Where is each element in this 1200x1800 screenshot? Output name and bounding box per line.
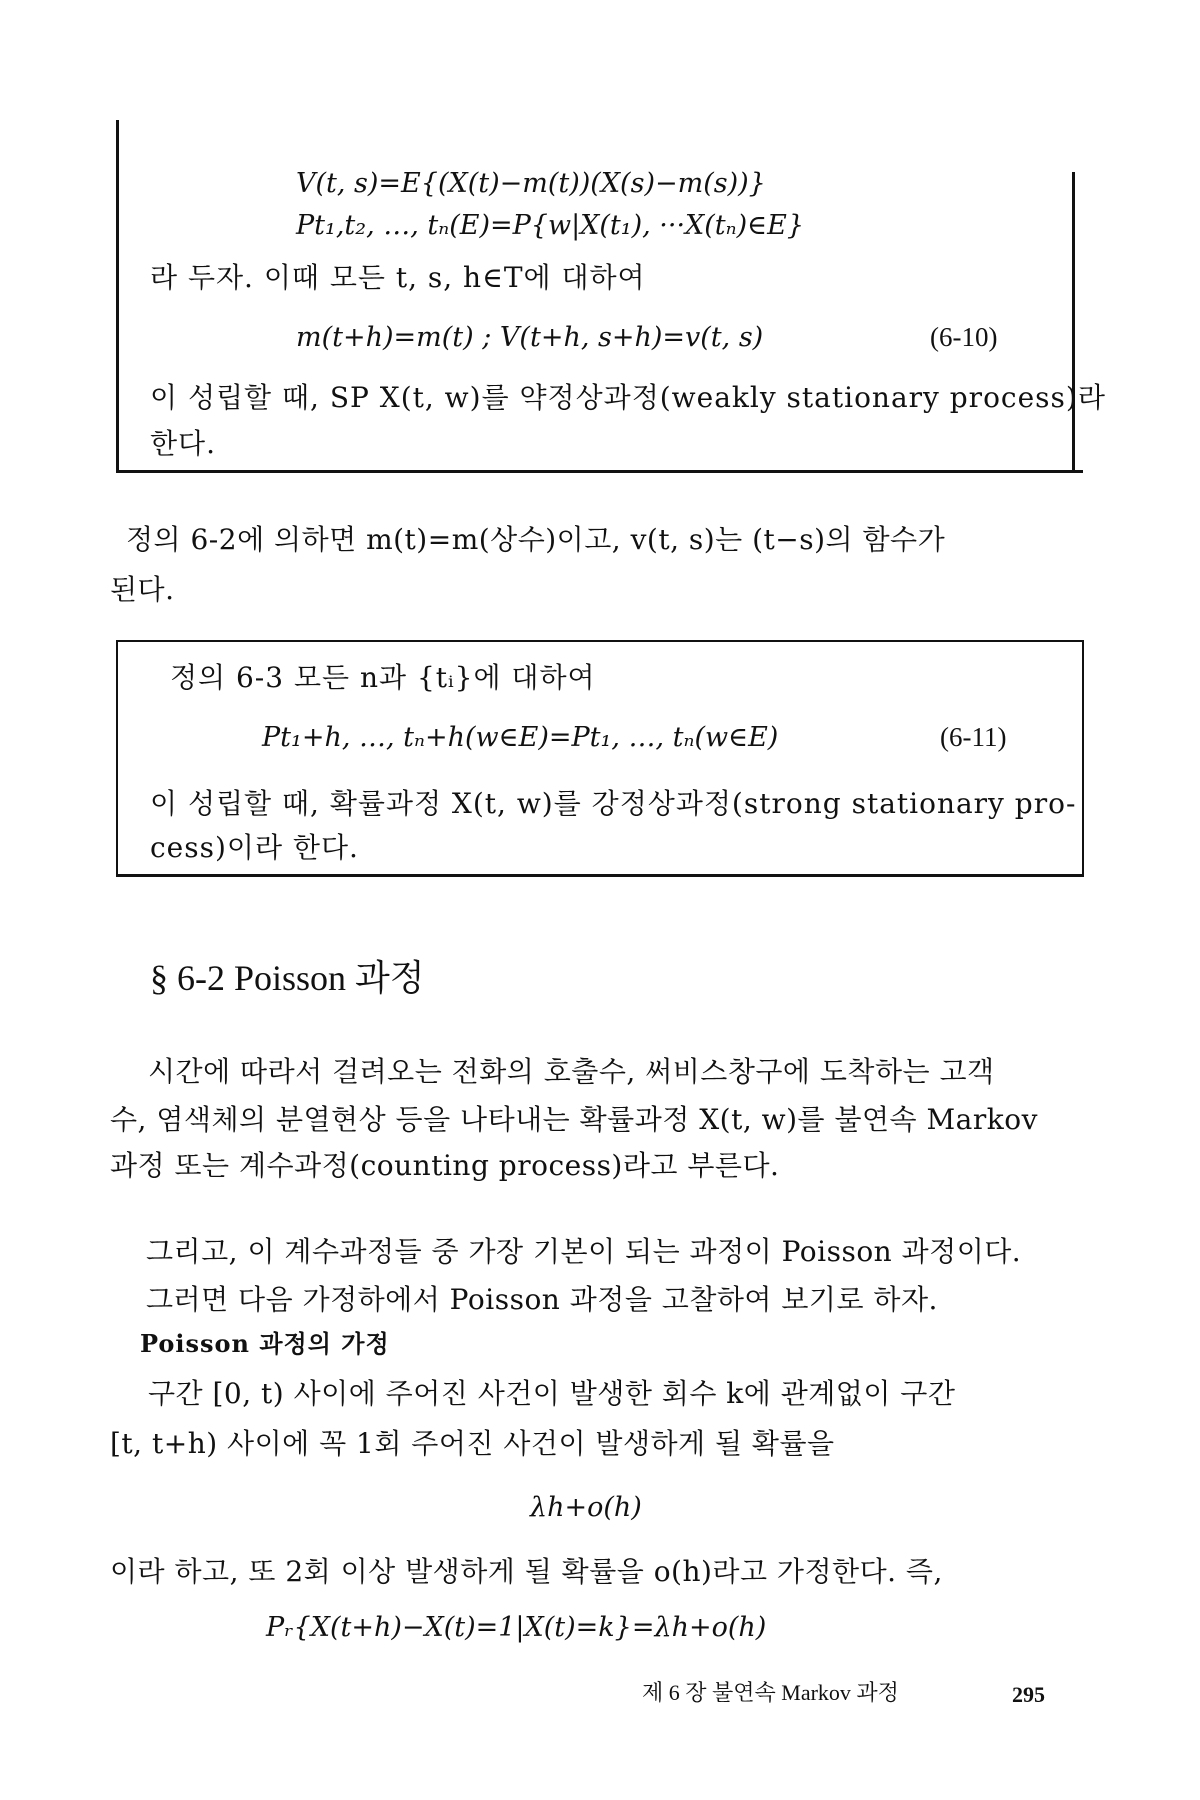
equation-covariance: V(t, s)=E{(X(t)−m(t))(X(s)−m(s))}	[296, 168, 766, 199]
condition-line: 라 두자. 이때 모든 t, s, h∈T에 대하여	[150, 261, 646, 294]
equation-poisson-probability: Pᵣ{X(t+h)−X(t)=1|X(t)=k}=λh+o(h)	[266, 1612, 767, 1643]
definition-weak-line2: 한다.	[150, 427, 216, 460]
paragraph-line: 과정 또는 계수과정(counting process)라고 부른다.	[110, 1149, 780, 1182]
equation-6-10: m(t+h)=m(t) ; V(t+h, s+h)=v(t, s)	[296, 322, 764, 353]
assumption-line: 이라 하고, 또 2회 이상 발생하게 될 확률을 o(h)라고 가정한다. 즉,	[110, 1555, 943, 1588]
paragraph-line: 정의 6-2에 의하면 m(t)=m(상수)이고, v(t, s)는 (t−s)의 함수가	[126, 523, 946, 556]
definition-weak-line1: 이 성립할 때, SP X(t, w)를 약정상과정(weakly stationary process)라	[150, 381, 1106, 414]
page-number: 295	[1012, 1682, 1045, 1707]
equation-distribution: Pt₁,t₂, …, tₙ(E)=P{w|X(t₁), ···X(tₙ)∈E}	[296, 210, 805, 241]
assumption-line: 구간 [0, t) 사이에 주어진 사건이 발생한 회수 k에 관계없이 구간	[148, 1377, 956, 1410]
definition-6-3-heading: 정의 6-3 모든 n과 {tᵢ}에 대하여	[170, 661, 596, 694]
running-footer-chapter: 제 6 장 불연속 Markov 과정	[642, 1680, 899, 1705]
definition-strong-line2: cess)이라 한다.	[150, 831, 359, 864]
assumption-heading: Poisson 과정의 가정	[140, 1329, 390, 1358]
equation-lambda-h: λh+o(h)	[530, 1492, 642, 1523]
paragraph-line: 수, 염색체의 분열현상 등을 나타내는 확률과정 X(t, w)를 불연속 Markov	[110, 1103, 1038, 1136]
paragraph-line: 그러면 다음 가정하에서 Poisson 과정을 고찰하여 보기로 하자.	[146, 1283, 938, 1316]
paragraph-line: 시간에 따라서 걸려오는 전화의 호출수, 써비스창구에 도착하는 고객	[148, 1055, 995, 1088]
definition-strong-line1: 이 성립할 때, 확률과정 X(t, w)를 강정상과정(strong stationary pro-	[150, 787, 1077, 820]
equation-number-6-11: (6-11)	[940, 722, 1007, 752]
paragraph-line: 그리고, 이 계수과정들 중 가장 기본이 되는 과정이 Poisson 과정이다.	[146, 1235, 1022, 1268]
equation-6-11: Pt₁+h, …, tₙ+h(w∈E)=Pt₁, …, tₙ(w∈E)	[262, 722, 779, 753]
definition-box-weak-right-border	[1072, 172, 1075, 470]
assumption-line: [t, t+h) 사이에 꼭 1회 주어진 사건이 발생하게 될 확률을	[110, 1427, 835, 1460]
equation-number-6-10: (6-10)	[930, 322, 998, 352]
section-title: § 6-2 Poisson 과정	[150, 958, 425, 998]
paragraph-line: 된다.	[110, 573, 175, 606]
